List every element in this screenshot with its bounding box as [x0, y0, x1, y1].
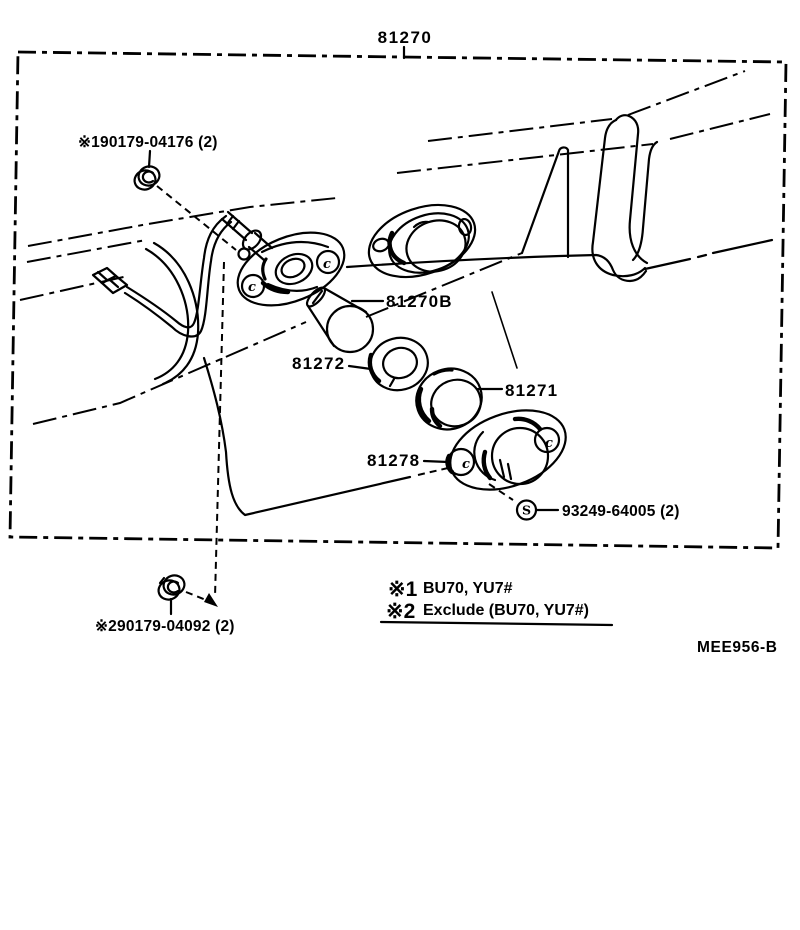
lens-label: 81271: [505, 381, 559, 400]
screw-label: 93249-64005 (2): [562, 503, 680, 520]
lamp-body-label: 81278: [367, 451, 421, 470]
ear-mark: c: [323, 257, 331, 272]
note2-marker: ※2: [386, 600, 416, 623]
figure-code: MEE956-B: [697, 639, 778, 656]
ear-mark: c: [462, 457, 470, 472]
note1-text: BU70, YU7#: [423, 580, 513, 597]
gasket-label: 81272: [292, 354, 346, 373]
nut-upper-label: ※190179-04176 (2): [78, 134, 218, 151]
ear-mark: c: [545, 436, 553, 451]
note2-text: Exclude (BU70, YU7#): [423, 602, 589, 619]
note1-marker: ※1: [388, 578, 418, 601]
bulb-label: 81270B: [386, 292, 453, 311]
assembly-number-label: 81270: [377, 28, 433, 47]
nut-lower-label: ※290179-04092 (2): [95, 618, 235, 635]
screw-symbol-letter: S: [521, 502, 532, 518]
ear-mark: c: [248, 280, 256, 295]
